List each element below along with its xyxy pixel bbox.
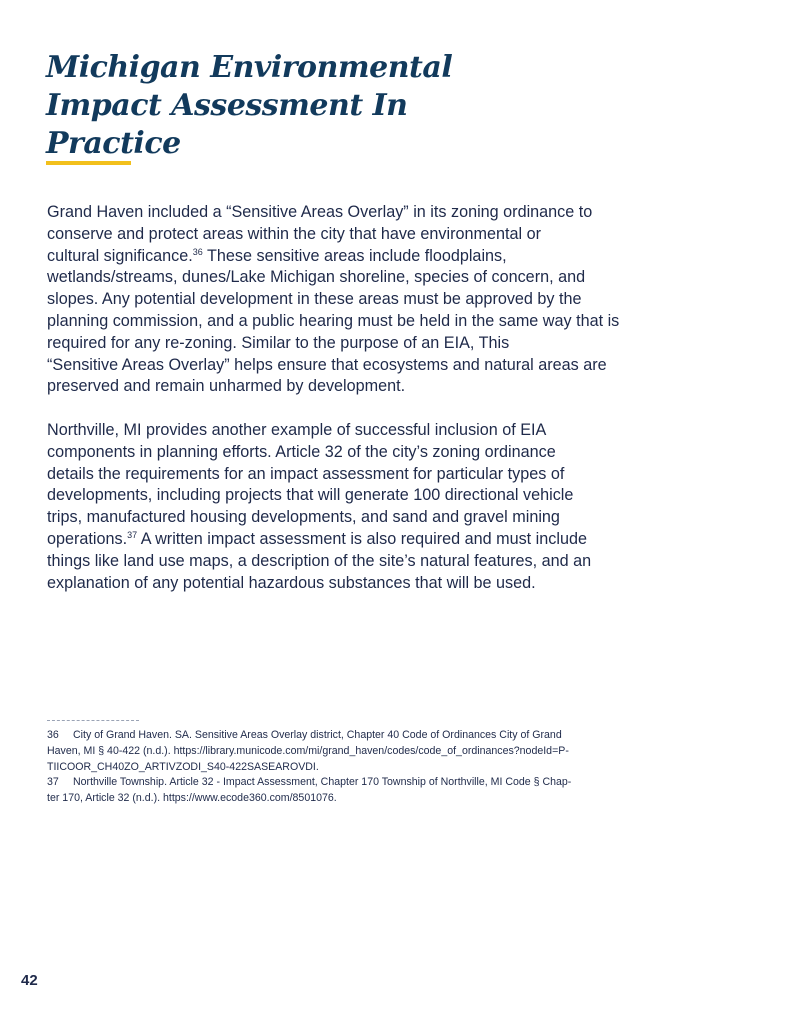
footnote-divider — [47, 720, 139, 721]
paragraph-line: planning commission, and a public hearing must be held in the same way that is — [47, 311, 620, 330]
footnote-text-line[interactable]: TIICOOR_CH40ZO_ARTIVZODI_S40-422SASEAROVDI. — [47, 760, 319, 773]
paragraph-line: preserved and remain unharmed by development. — [47, 377, 406, 396]
paragraph-line: details the requirements for an impact assessment for particular types of — [47, 464, 565, 483]
footnotes — [47, 728, 647, 807]
paragraph-line: things like land use maps, a description of the site’s natural features, and an — [47, 551, 592, 570]
title-line: Impact Assessment In — [46, 88, 408, 123]
page-number: 42 — [21, 972, 38, 989]
paragraph-line: Grand Haven included a “Sensitive Areas Overlay” in its zoning ordinance to — [47, 203, 593, 221]
paragraph-line: operations.$^{37}$ A written impact assessment is also required and must include — [47, 529, 587, 548]
page-title — [46, 49, 466, 163]
paragraph-northville — [47, 420, 657, 594]
footnote-36 — [47, 728, 647, 775]
footnote-ref[interactable]: 36 — [192, 246, 203, 257]
paragraph-line: components in planning efforts. Article 32 of the city’s zoning ordinance — [47, 442, 556, 461]
title-accent-underline — [46, 161, 131, 165]
title-line: Practice — [46, 126, 181, 161]
footnote-text-line: Northville Township. Article 32 - Impact Assessment, Chapter 170 Township of Northville, MI Code § Chap- — [73, 776, 572, 789]
paragraph-line: required for any re-zoning. Similar to the purpose of an EIA, This — [47, 333, 510, 352]
footnote-number: 36 — [47, 729, 59, 741]
paragraph-line: Northville, MI provides another example of successful inclusion of EIA — [47, 421, 547, 439]
paragraph-line: explanation of any potential hazardous substances that will be used. — [47, 573, 536, 592]
footnote-number: 37 — [47, 776, 59, 789]
title-line: Michigan Environmental — [46, 50, 453, 85]
footnote-text-line: City of Grand Haven. SA. Sensitive Areas Overlay district, Chapter 40 Code of Ordinances City of Grand — [73, 729, 562, 741]
paragraph-line: trips, manufactured housing developments, and sand and gravel mining — [47, 508, 560, 527]
paragraph-line: conserve and protect areas within the city that have environmental or — [47, 224, 541, 243]
footnote-37 — [47, 775, 647, 807]
paragraph-grand-haven — [47, 202, 657, 398]
footnote-text-line[interactable]: ter 170, Article 32 (n.d.). https://www.ecode360.com/8501076. — [47, 792, 337, 805]
paragraph-line: wetlands/streams, dunes/Lake Michigan shoreline, species of concern, and — [47, 268, 586, 287]
footnote-text-line[interactable]: Haven, MI § 40-422 (n.d.). https://library.municode.com/mi/grand_haven/codes/code_of_ordinances?nodeId=P- — [47, 744, 569, 757]
paragraph-line: slopes. Any potential development in these areas must be approved by the — [47, 290, 582, 309]
paragraph-line: developments, including projects that will generate 100 directional vehicle — [47, 486, 574, 505]
paragraph-line: cultural significance.$^{36}$ These sensitive areas include floodplains, — [47, 246, 507, 265]
footnote-ref[interactable]: 37 — [127, 529, 138, 540]
paragraph-line: “Sensitive Areas Overlay” helps ensure that ecosystems and natural areas are — [47, 355, 607, 374]
